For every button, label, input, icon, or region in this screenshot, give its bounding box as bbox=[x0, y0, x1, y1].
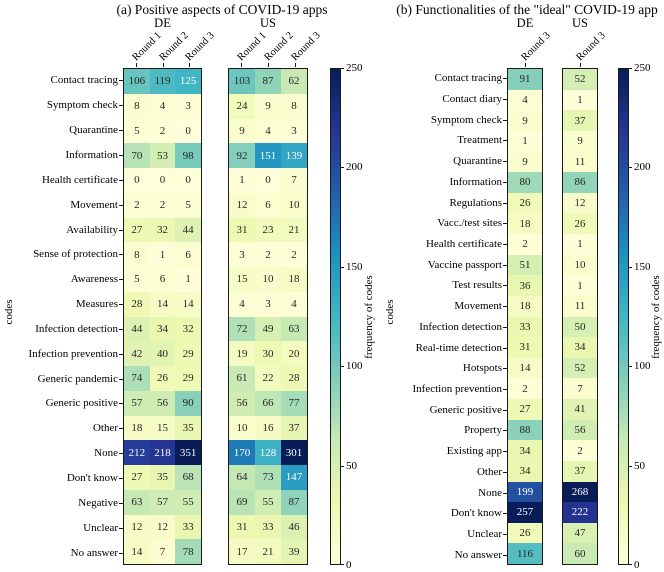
colorbar bbox=[330, 68, 341, 565]
heatmap-cell: 147 bbox=[281, 465, 307, 490]
heatmap-cell: 26 bbox=[563, 213, 597, 234]
row-label: Movement bbox=[70, 198, 118, 211]
heatmap-cell: 1 bbox=[563, 275, 597, 296]
heatmap-cell: 1 bbox=[563, 234, 597, 255]
heatmap-cell: 5 bbox=[175, 193, 201, 218]
heatmap-cell: 2 bbox=[255, 242, 281, 267]
heatmap-cell: 56 bbox=[229, 391, 255, 416]
row-label: Unclear bbox=[467, 527, 502, 540]
heatmap-cell: 12 bbox=[563, 193, 597, 214]
heatmap-cell: 90 bbox=[175, 391, 201, 416]
heatmap-cell: 0 bbox=[124, 168, 150, 193]
heatmap-cell: 2 bbox=[508, 234, 542, 255]
heatmap-cell: 37 bbox=[563, 110, 597, 131]
heatmap-cell: 37 bbox=[563, 461, 597, 482]
heatmap-cell: 24 bbox=[229, 94, 255, 119]
heatmap-cell: 4 bbox=[281, 292, 307, 317]
heatmap-cell: 14 bbox=[124, 539, 150, 564]
heatmap-cell: 27 bbox=[124, 218, 150, 243]
heatmap-cell: 4 bbox=[255, 119, 281, 144]
heatmap-cell: 32 bbox=[175, 317, 201, 342]
heatmap-cell: 34 bbox=[508, 440, 542, 461]
row-label: Quarantine bbox=[453, 155, 502, 168]
heatmap-cell: 53 bbox=[150, 143, 176, 168]
column-tick bbox=[136, 63, 137, 67]
heatmap-cell: 52 bbox=[563, 69, 597, 90]
column-group-header: DE bbox=[154, 16, 171, 30]
row-label: Generic positive bbox=[45, 397, 118, 410]
heatmap-cell: 2 bbox=[508, 378, 542, 399]
row-label: Awareness bbox=[70, 273, 118, 286]
heatmap-cell: 31 bbox=[229, 515, 255, 540]
heatmap-cell: 5 bbox=[124, 119, 150, 144]
colorbar-tick-label: 0 bbox=[346, 559, 352, 571]
heatmap-cell: 257 bbox=[508, 502, 542, 523]
heatmap-cell: 26 bbox=[508, 193, 542, 214]
colorbar-tick-label: 150 bbox=[346, 260, 363, 273]
heatmap-cell: 151 bbox=[255, 143, 281, 168]
heatmap-cell: 29 bbox=[175, 366, 201, 391]
panel-b-title: (b) Functionalities of the "ideal" COVID-19 app bbox=[396, 2, 658, 17]
heatmap-cell: 27 bbox=[508, 399, 542, 420]
heatmap-cell: 10 bbox=[281, 193, 307, 218]
heatmap-cell: 116 bbox=[508, 543, 542, 564]
colorbar-tick-label: 250 bbox=[634, 62, 651, 74]
heatmap-cell: 28 bbox=[281, 366, 307, 391]
heatmap-cell: 9 bbox=[563, 131, 597, 152]
row-label: Infection prevention bbox=[28, 347, 118, 360]
row-label: Measures bbox=[75, 298, 118, 311]
heatmap-cell: 29 bbox=[175, 341, 201, 366]
column-label: Round 1 bbox=[130, 30, 164, 64]
heatmap-cell: 9 bbox=[255, 94, 281, 119]
panel-b-ylabel: codes bbox=[384, 299, 396, 325]
heatmap-cell: 4 bbox=[508, 90, 542, 111]
heatmap-cell: 212 bbox=[124, 440, 150, 465]
colorbar-tick-label: 100 bbox=[634, 360, 651, 373]
row-label: Symptom check bbox=[46, 99, 118, 112]
heatmap-cell: 47 bbox=[563, 523, 597, 544]
heatmap-cell: 22 bbox=[255, 366, 281, 391]
heatmap-cell: 57 bbox=[124, 391, 150, 416]
heatmap-cell: 73 bbox=[255, 465, 281, 490]
heatmap-cell: 36 bbox=[508, 275, 542, 296]
heatmap-cell: 51 bbox=[508, 255, 542, 276]
heatmap-cell: 3 bbox=[255, 292, 281, 317]
colorbar-tick bbox=[629, 68, 632, 69]
row-label: Infection detection bbox=[35, 322, 118, 335]
colorbar-tick bbox=[341, 466, 344, 467]
row-label: Vaccine passport bbox=[427, 258, 502, 271]
heatmap-cell: 19 bbox=[229, 341, 255, 366]
heatmap-cell: 0 bbox=[255, 168, 281, 193]
heatmap-cell: 2 bbox=[563, 440, 597, 461]
row-label: Generic positive bbox=[429, 403, 502, 416]
column-label: Round 2 bbox=[157, 30, 191, 64]
row-label: None bbox=[478, 486, 502, 499]
heatmap-cell: 119 bbox=[150, 69, 176, 94]
row-label: Property bbox=[464, 424, 502, 437]
colorbar-tick-label: 150 bbox=[634, 260, 651, 273]
column-label: Round 2 bbox=[262, 30, 296, 64]
heatmap-cell: 87 bbox=[255, 69, 281, 94]
heatmap-cell: 57 bbox=[150, 490, 176, 515]
heatmap-cell: 2 bbox=[281, 242, 307, 267]
heatmap-cell: 17 bbox=[229, 539, 255, 564]
heatmap-cell: 10 bbox=[255, 267, 281, 292]
row-label: Infection prevention bbox=[412, 382, 502, 395]
row-label: No answer bbox=[454, 548, 502, 561]
row-label: Symptom check bbox=[430, 113, 502, 126]
heatmap-cell: 72 bbox=[229, 317, 255, 342]
heatmap-cell: 86 bbox=[563, 172, 597, 193]
heatmap-cell: 37 bbox=[281, 416, 307, 441]
heatmap-cell: 33 bbox=[508, 317, 542, 338]
heatmap-cell: 0 bbox=[175, 168, 201, 193]
row-label: Other bbox=[92, 422, 118, 435]
heatmap-cell: 26 bbox=[508, 523, 542, 544]
heatmap-cell: 2 bbox=[150, 193, 176, 218]
colorbar-tick bbox=[341, 68, 344, 69]
column-tick bbox=[268, 63, 269, 67]
heatmap-cell: 31 bbox=[508, 337, 542, 358]
heatmap-cell: 8 bbox=[124, 94, 150, 119]
panel-b-colorbar-label: frequency of codes bbox=[650, 275, 662, 359]
colorbar-tick-label: 50 bbox=[634, 459, 645, 472]
heatmap-cell: 27 bbox=[124, 465, 150, 490]
heatmap-cell: 26 bbox=[150, 366, 176, 391]
heatmap-cell: 18 bbox=[508, 213, 542, 234]
heatmap-cell: 4 bbox=[150, 94, 176, 119]
heatmap-cell: 20 bbox=[281, 341, 307, 366]
column-label: Round 1 bbox=[235, 30, 269, 64]
row-label: Other bbox=[476, 465, 502, 478]
colorbar-tick-label: 0 bbox=[634, 559, 640, 571]
heatmap-cell: 11 bbox=[563, 296, 597, 317]
colorbar bbox=[618, 68, 629, 565]
heatmap-cell: 18 bbox=[281, 267, 307, 292]
row-label: Health certificate bbox=[425, 238, 502, 251]
heatmap-cell: 1 bbox=[508, 131, 542, 152]
heatmap-cell: 44 bbox=[124, 317, 150, 342]
heatmap-cell: 16 bbox=[255, 416, 281, 441]
column-tick bbox=[241, 63, 242, 67]
heatmap-cell: 39 bbox=[281, 539, 307, 564]
heatmap-cell: 92 bbox=[229, 143, 255, 168]
heatmap-cell: 218 bbox=[150, 440, 176, 465]
row-label: Contact tracing bbox=[434, 72, 502, 85]
heatmap-cell: 3 bbox=[229, 242, 255, 267]
heatmap-cell: 301 bbox=[281, 440, 307, 465]
column-label: Round 3 bbox=[289, 30, 323, 64]
row-label: Information bbox=[65, 148, 118, 161]
heatmap-cell: 74 bbox=[124, 366, 150, 391]
heatmap-cell: 1 bbox=[175, 267, 201, 292]
heatmap-cell: 2 bbox=[150, 119, 176, 144]
heatmap-cell: 3 bbox=[175, 94, 201, 119]
heatmap-cell: 91 bbox=[508, 69, 542, 90]
heatmap-cell: 55 bbox=[175, 490, 201, 515]
heatmap-cell: 14 bbox=[175, 292, 201, 317]
heatmap-cell: 56 bbox=[150, 391, 176, 416]
heatmap-cell: 0 bbox=[150, 168, 176, 193]
column-tick bbox=[295, 63, 296, 67]
heatmap-cell: 10 bbox=[563, 255, 597, 276]
heatmap-cell: 41 bbox=[563, 399, 597, 420]
heatmap-cell: 15 bbox=[229, 267, 255, 292]
heatmap-cell: 4 bbox=[229, 292, 255, 317]
heatmap-cell: 222 bbox=[563, 502, 597, 523]
heatmap-block bbox=[562, 68, 598, 565]
heatmap-cell: 77 bbox=[281, 391, 307, 416]
heatmap-cell: 7 bbox=[150, 539, 176, 564]
heatmap-cell: 42 bbox=[124, 341, 150, 366]
heatmap-cell: 11 bbox=[563, 152, 597, 173]
heatmap-cell: 9 bbox=[508, 110, 542, 131]
heatmap-cell: 351 bbox=[175, 440, 201, 465]
heatmap-cell: 64 bbox=[229, 465, 255, 490]
heatmap-cell: 12 bbox=[150, 515, 176, 540]
heatmap-cell: 12 bbox=[229, 193, 255, 218]
row-label: Don't know bbox=[66, 472, 118, 485]
heatmap-cell: 21 bbox=[255, 539, 281, 564]
heatmap-cell: 33 bbox=[255, 515, 281, 540]
row-label: No answer bbox=[70, 546, 118, 559]
colorbar-tick bbox=[341, 267, 344, 268]
heatmap-cell: 56 bbox=[563, 420, 597, 441]
heatmap-cell: 23 bbox=[255, 218, 281, 243]
heatmap-cell: 98 bbox=[175, 143, 201, 168]
row-label: Sense of protection bbox=[33, 248, 118, 261]
heatmap-cell: 68 bbox=[175, 465, 201, 490]
column-label: Round 3 bbox=[183, 30, 217, 64]
heatmap-cell: 35 bbox=[150, 465, 176, 490]
heatmap-cell: 69 bbox=[229, 490, 255, 515]
row-label: Test results bbox=[452, 279, 502, 292]
heatmap-cell: 2 bbox=[124, 193, 150, 218]
heatmap-cell: 34 bbox=[563, 337, 597, 358]
heatmap-cell: 88 bbox=[508, 420, 542, 441]
column-tick bbox=[525, 63, 526, 67]
heatmap-cell: 63 bbox=[281, 317, 307, 342]
heatmap-cell: 106 bbox=[124, 69, 150, 94]
heatmap-cell: 7 bbox=[563, 378, 597, 399]
heatmap-cell: 3 bbox=[281, 119, 307, 144]
row-label: Treatment bbox=[457, 134, 502, 147]
row-label: Negative bbox=[78, 496, 118, 509]
panel-a-title: (a) Positive aspects of COVID-19 apps bbox=[116, 2, 328, 17]
heatmap-cell: 6 bbox=[255, 193, 281, 218]
row-label: Information bbox=[449, 175, 502, 188]
row-label: Movement bbox=[454, 300, 502, 313]
heatmap-cell: 52 bbox=[563, 358, 597, 379]
heatmap-block bbox=[123, 68, 202, 565]
heatmap-cell: 9 bbox=[229, 119, 255, 144]
row-label: Existing app bbox=[446, 445, 502, 458]
column-group-header: DE bbox=[516, 16, 534, 30]
heatmap-cell: 34 bbox=[150, 317, 176, 342]
heatmap-cell: 139 bbox=[281, 143, 307, 168]
heatmap-cell: 34 bbox=[508, 461, 542, 482]
colorbar-tick bbox=[341, 564, 344, 565]
row-label: Vacc./test sites bbox=[437, 217, 502, 230]
row-label: Availability bbox=[66, 223, 118, 236]
heatmap-cell: 8 bbox=[124, 242, 150, 267]
heatmap-cell: 78 bbox=[175, 539, 201, 564]
colorbar-tick bbox=[629, 167, 632, 168]
heatmap-cell: 66 bbox=[255, 391, 281, 416]
row-label: Infection detection bbox=[419, 320, 502, 333]
row-label: None bbox=[94, 447, 118, 460]
heatmap-cell: 199 bbox=[508, 482, 542, 503]
heatmap-cell: 46 bbox=[281, 515, 307, 540]
heatmap-cell: 0 bbox=[175, 119, 201, 144]
column-tick bbox=[580, 63, 581, 67]
heatmap-cell: 8 bbox=[281, 94, 307, 119]
heatmap-cell: 14 bbox=[150, 292, 176, 317]
colorbar-tick-label: 200 bbox=[346, 161, 363, 174]
panel-a-ylabel: codes bbox=[3, 299, 15, 325]
row-label: Real-time detection bbox=[415, 341, 502, 354]
heatmap-cell: 268 bbox=[563, 482, 597, 503]
heatmap-cell: 103 bbox=[229, 69, 255, 94]
row-label: Generic pandemic bbox=[37, 372, 118, 385]
row-label: Health certificate bbox=[41, 173, 118, 186]
row-label: Regulations bbox=[449, 196, 502, 209]
column-label: Round 3 bbox=[574, 30, 608, 64]
row-label: Contact tracing bbox=[50, 74, 118, 87]
column-group-header: US bbox=[572, 16, 588, 30]
heatmap-cell: 125 bbox=[175, 69, 201, 94]
heatmap-block bbox=[228, 68, 308, 565]
heatmap-cell: 6 bbox=[150, 267, 176, 292]
heatmap-cell: 33 bbox=[175, 515, 201, 540]
heatmap-cell: 61 bbox=[229, 366, 255, 391]
colorbar-tick bbox=[629, 366, 632, 367]
heatmap-cell: 1 bbox=[229, 168, 255, 193]
column-tick bbox=[163, 63, 164, 67]
heatmap-cell: 35 bbox=[175, 416, 201, 441]
column-group-header: US bbox=[260, 16, 276, 30]
row-label: Hotspots bbox=[462, 362, 502, 375]
heatmap-cell: 40 bbox=[150, 341, 176, 366]
heatmap-block bbox=[507, 68, 543, 565]
colorbar-tick bbox=[629, 564, 632, 565]
heatmap-cell: 21 bbox=[281, 218, 307, 243]
heatmap-cell: 49 bbox=[255, 317, 281, 342]
heatmap-cell: 170 bbox=[229, 440, 255, 465]
heatmap-cell: 80 bbox=[508, 172, 542, 193]
heatmap-cell: 32 bbox=[150, 218, 176, 243]
heatmap-cell: 6 bbox=[175, 242, 201, 267]
heatmap-cell: 1 bbox=[150, 242, 176, 267]
heatmap-cell: 30 bbox=[255, 341, 281, 366]
heatmap-cell: 31 bbox=[229, 218, 255, 243]
colorbar-tick-label: 50 bbox=[346, 459, 357, 472]
row-label: Quarantine bbox=[69, 124, 118, 137]
heatmap-cell: 7 bbox=[281, 168, 307, 193]
colorbar-tick bbox=[629, 466, 632, 467]
heatmap-cell: 18 bbox=[124, 416, 150, 441]
heatmap-cell: 62 bbox=[281, 69, 307, 94]
heatmap-cell: 5 bbox=[124, 267, 150, 292]
heatmap-cell: 15 bbox=[150, 416, 176, 441]
heatmap-cell: 60 bbox=[563, 543, 597, 564]
heatmap-cell: 10 bbox=[229, 416, 255, 441]
heatmap-cell: 50 bbox=[563, 317, 597, 338]
heatmap-cell: 9 bbox=[508, 152, 542, 173]
row-label: Don't know bbox=[450, 507, 502, 520]
colorbar-tick-label: 200 bbox=[634, 161, 651, 174]
colorbar-tick bbox=[341, 167, 344, 168]
heatmap-cell: 44 bbox=[175, 218, 201, 243]
panel-a-colorbar-label: frequency of codes bbox=[363, 275, 375, 359]
heatmap-cell: 12 bbox=[124, 515, 150, 540]
heatmap-cell: 87 bbox=[281, 490, 307, 515]
row-label: Contact diary bbox=[442, 93, 502, 106]
heatmap-cell: 28 bbox=[124, 292, 150, 317]
column-label: Round 3 bbox=[519, 30, 553, 64]
heatmap-cell: 70 bbox=[124, 143, 150, 168]
row-label: Unclear bbox=[83, 521, 118, 534]
colorbar-tick bbox=[341, 366, 344, 367]
heatmap-cell: 63 bbox=[124, 490, 150, 515]
heatmap-cell: 1 bbox=[563, 90, 597, 111]
heatmap-cell: 18 bbox=[508, 296, 542, 317]
heatmap-cell: 14 bbox=[508, 358, 542, 379]
heatmap-cell: 55 bbox=[255, 490, 281, 515]
colorbar-tick-label: 100 bbox=[346, 360, 363, 373]
column-tick bbox=[189, 63, 190, 67]
colorbar-tick-label: 250 bbox=[346, 62, 363, 74]
colorbar-tick bbox=[629, 267, 632, 268]
heatmap-cell: 128 bbox=[255, 440, 281, 465]
